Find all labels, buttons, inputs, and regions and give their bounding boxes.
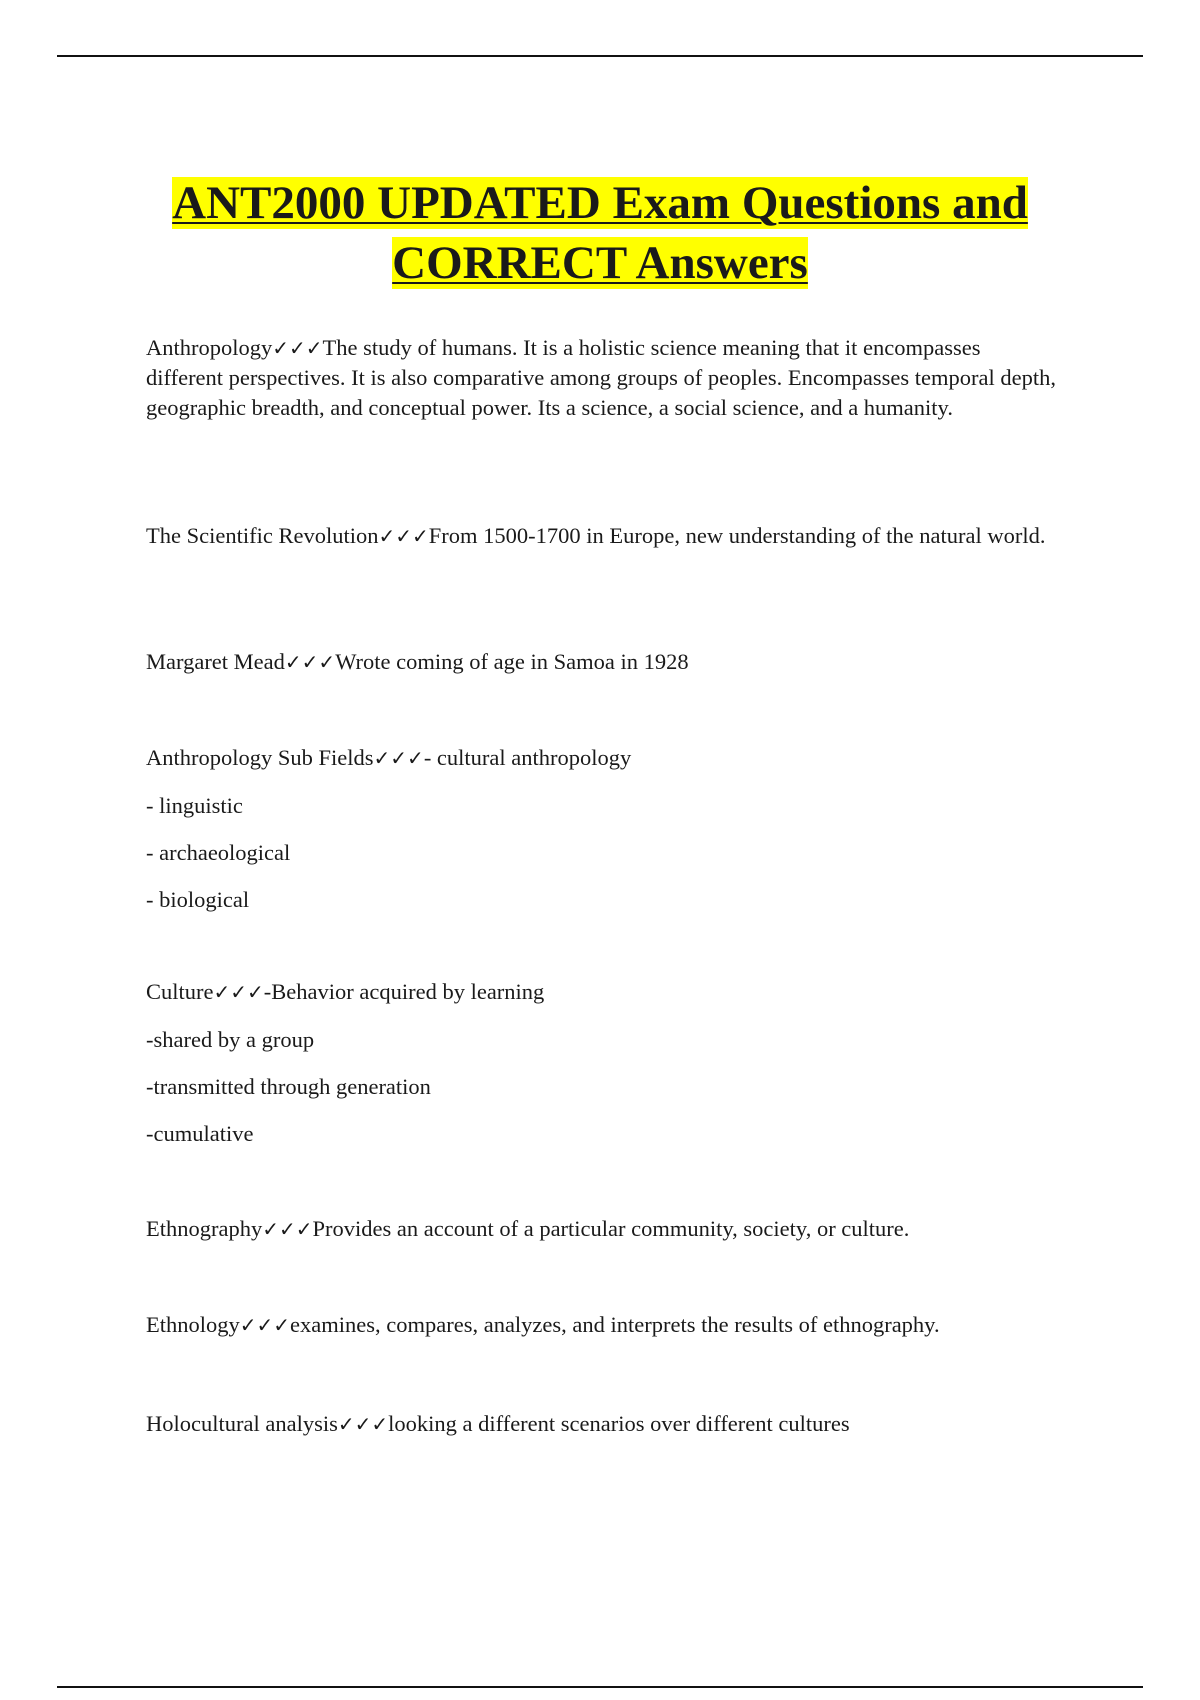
check-marks-icon: ✓✓✓ [272,336,323,360]
top-rule [57,55,1143,57]
entry-definition: examines, compares, analyzes, and interprets the results of ethnography. [290,1312,940,1337]
check-marks-icon: ✓✓✓ [284,650,336,674]
entry-ethnology [146,1310,1061,1340]
entry-term: Anthropology [146,335,273,360]
check-marks-icon: ✓✓✓ [373,746,424,770]
check-marks-icon: ✓✓✓ [337,1412,389,1436]
entry-term: The Scientific Revolution [146,523,379,548]
entry-anthropology [146,333,1061,423]
entry-term: Culture [146,979,214,1004]
entry-definition: From 1500-1700 in Europe, new understanding of the natural world. [428,523,1046,548]
list-item: - linguistic [146,793,243,818]
entry-holocultural-analysis [146,1409,1061,1439]
entry-definition: Wrote coming of age in Samoa in 1928 [335,649,689,674]
entry-term: Anthropology Sub Fields [146,745,374,770]
entry-definition: -Behavior acquired by learning [263,979,545,1004]
list-item: -transmitted through generation [146,1074,431,1099]
entry-term: Margaret Mead [146,649,285,674]
list-item: - archaeological [146,840,291,865]
check-marks-icon: ✓✓✓ [213,980,264,1004]
entry-definition: Provides an account of a particular community, society, or culture. [312,1216,910,1241]
entry-term: Holocultural analysis [146,1411,338,1436]
entry-margaret-mead [146,647,1061,677]
entry-definition: looking a different scenarios over different cultures [388,1411,850,1436]
entry-sub-fields [146,734,1061,923]
check-marks-icon: ✓✓✓ [239,1313,291,1337]
check-marks-icon: ✓✓✓ [378,524,429,548]
check-marks-icon: ✓✓✓ [262,1217,313,1241]
entry-scientific-revolution [146,521,1061,551]
bottom-rule [57,1686,1143,1688]
entry-term: Ethnography [146,1216,263,1241]
entry-term: Ethnology [146,1312,240,1337]
list-item: - biological [146,887,250,912]
document-title: ANT2000 UPDATED Exam Questions and CORRECT Answers [172,177,1028,290]
list-item: -shared by a group [146,1027,315,1052]
entry-culture [146,968,1061,1157]
list-item: -cumulative [146,1121,254,1146]
entry-definition: The study of humans. It is a holistic science meaning that it encompasses different perspectives. It is also comparative among groups of peoples. Encompasses temporal depth, geographic breadth, and conceptual power. Its a science, a social science, and a humanity. [146,335,1056,420]
entry-ethnography [146,1214,1061,1244]
entry-definition: - cultural anthropology [423,745,632,770]
